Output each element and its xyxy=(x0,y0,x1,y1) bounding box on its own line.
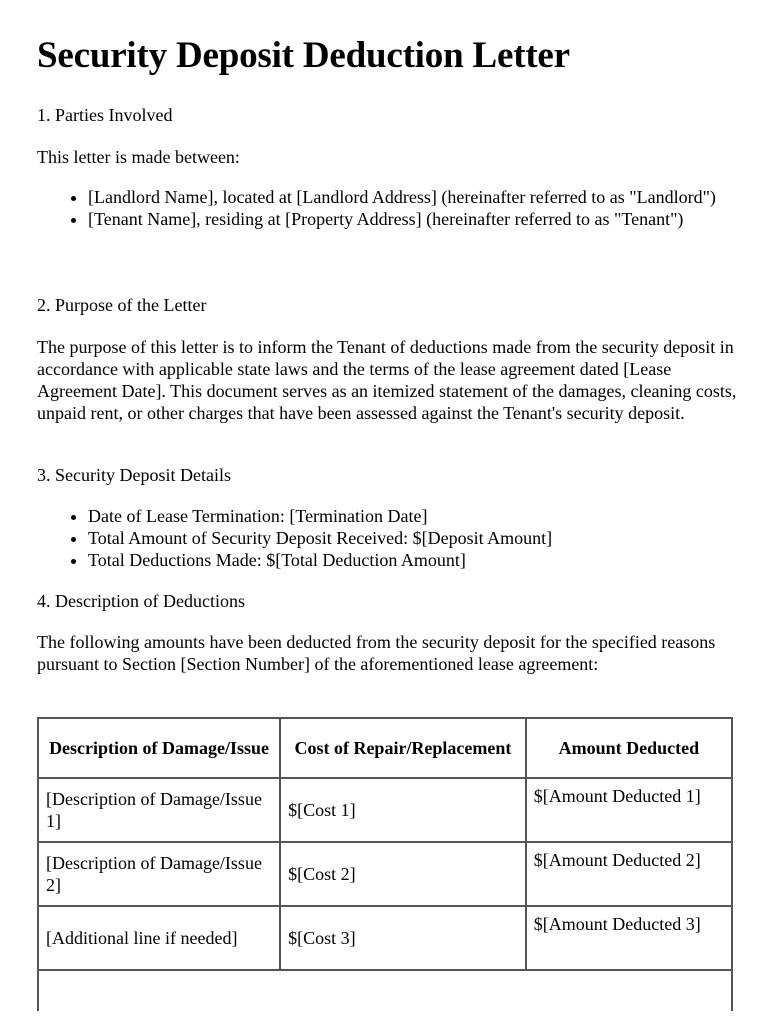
cell-cost: $[Cost 1] xyxy=(281,779,527,843)
section-heading-parties: 1. Parties Involved xyxy=(37,105,173,125)
document-title: Security Deposit Deduction Letter xyxy=(37,35,570,76)
parties-intro: This letter is made between: xyxy=(37,147,240,167)
cell-amount-deducted: $[Amount Deducted 2] xyxy=(527,843,733,907)
section-heading-deductions: 4. Description of Deductions xyxy=(37,591,245,611)
list-item-total-deductions: • Total Deductions Made: $[Total Deduction Amount] xyxy=(88,549,728,571)
column-header-description: Description of Damage/Issue xyxy=(39,719,281,779)
cell-description: [Description of Damage/Issue 2] xyxy=(39,843,281,907)
deductions-paragraph: The following amounts have been deducted from the security deposit for the specified reasons pursuant to Section [Section Number] of the aforementioned lease agreement: xyxy=(37,632,716,674)
deposit-details-list xyxy=(37,505,728,571)
deductions-table xyxy=(37,717,733,971)
table-header-row xyxy=(39,719,733,779)
table-continuation xyxy=(37,951,733,1011)
table-row xyxy=(39,779,733,843)
cell-amount-deducted: $[Amount Deducted 3] xyxy=(527,907,733,971)
purpose-paragraph: The purpose of this letter is to inform the Tenant of deductions made from the security deposit in accordance with applicable state laws and the terms of the lease agreement dated [Lease Agreement Date]. This document serves as an itemized statement of the damages, cleaning costs, unpaid rent, or other charges that have been assessed against the Tenant's security deposit. xyxy=(37,337,737,423)
parties-list xyxy=(37,186,728,230)
cell-description: [Description of Damage/Issue 1] xyxy=(39,779,281,843)
list-item-termination-date: • Date of Lease Termination: [Termination Date] xyxy=(88,505,728,527)
cell-cost: $[Cost 3] xyxy=(281,907,527,971)
list-item-tenant: • [Tenant Name], residing at [Property Address] (hereinafter referred to as "Tenant") xyxy=(88,208,728,230)
cell-cost: $[Cost 2] xyxy=(281,843,527,907)
column-header-amount-deducted: Amount Deducted xyxy=(527,719,733,779)
section-heading-purpose: 2. Purpose of the Letter xyxy=(37,295,207,315)
table-row xyxy=(39,843,733,907)
cell-amount-deducted: $[Amount Deducted 1] xyxy=(527,779,733,843)
cell-description: [Additional line if needed] xyxy=(39,907,281,971)
list-item-landlord: • [Landlord Name], located at [Landlord Address] (hereinafter referred to as "Landlord") xyxy=(88,186,728,208)
section-heading-details: 3. Security Deposit Details xyxy=(37,465,231,485)
column-header-cost: Cost of Repair/Replacement xyxy=(281,719,527,779)
list-item-deposit-amount: • Total Amount of Security Deposit Received: $[Deposit Amount] xyxy=(88,527,728,549)
